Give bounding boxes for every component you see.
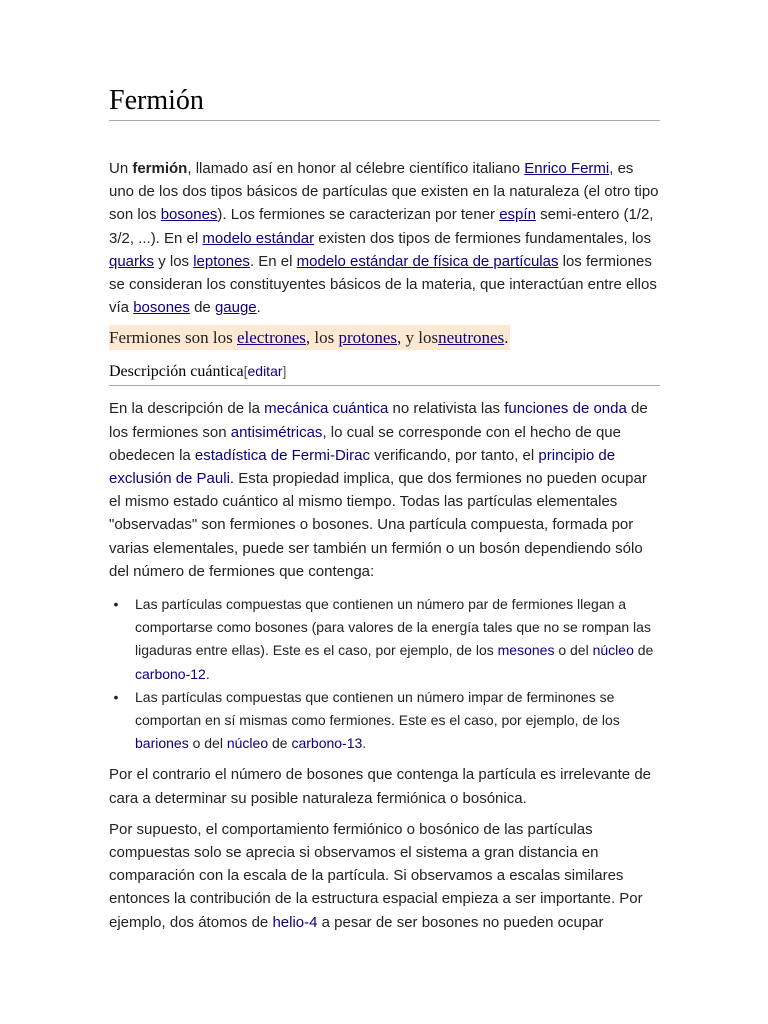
text: ). Los fermiones se caracterizan por tener xyxy=(217,206,500,224)
link-antisimetricas[interactable]: antisimétricas xyxy=(230,423,323,441)
link-bosones[interactable]: bosones xyxy=(160,206,218,224)
link-quarks[interactable]: quarks xyxy=(109,252,155,270)
link-protones[interactable]: protones xyxy=(338,328,398,348)
text: En la descripción de la xyxy=(109,400,265,418)
text: de xyxy=(633,642,654,659)
link-leptones[interactable]: leptones xyxy=(193,252,250,270)
text: a pesar de ser bosones no pueden ocupar xyxy=(317,913,604,931)
intro-paragraph xyxy=(109,157,660,319)
link-bariones[interactable]: bariones xyxy=(135,735,189,752)
link-espin[interactable]: espín xyxy=(499,206,536,224)
link-neutrones[interactable]: neutrones xyxy=(438,328,505,348)
link-carbono-12[interactable]: carbono-12 xyxy=(135,665,206,682)
text: y los xyxy=(154,252,194,270)
text: , los xyxy=(305,328,339,348)
text: Un xyxy=(109,160,133,177)
page-title: Fermión xyxy=(109,84,660,121)
link-electrones[interactable]: electrones xyxy=(236,328,306,348)
text: o del xyxy=(188,735,227,752)
text: de los fermiones son xyxy=(109,400,648,441)
bracket: ] xyxy=(282,363,287,380)
link-bosones-gauge[interactable]: bosones xyxy=(133,299,190,317)
text: de xyxy=(268,735,292,752)
text: existen dos tipos de fermiones fundamentales, los xyxy=(314,229,651,247)
section-heading xyxy=(109,360,660,386)
text: los fermiones se consideran los constituyentes básicos de la materia, que interactúan entre ellos vía xyxy=(109,252,657,317)
link-modelo-estandar[interactable]: modelo estándar xyxy=(202,229,315,247)
link-gauge[interactable]: gauge xyxy=(214,299,257,317)
link-nucleo[interactable]: núcleo xyxy=(592,642,634,659)
text: Las partículas compuestas que contienen un número impar de ferminones se comportan en sí mismas como fermiones. Este es el caso, por ejemplo, de los xyxy=(135,688,620,729)
text: . xyxy=(256,299,261,317)
text: semi-entero (1/2, 3/2, ...). En el xyxy=(109,206,654,247)
link-funciones-de-onda[interactable]: funciones de onda xyxy=(504,400,627,418)
list-item xyxy=(135,686,660,756)
edit-section-link[interactable]: editar xyxy=(247,363,283,380)
link-mesones[interactable]: mesones xyxy=(497,642,555,659)
text: Las partículas compuestas que contienen un número par de fermiones llegan a comportarse como bosones (para valores de la energía tales que no se rompan las ligaduras entre ellas). Este es el caso, por ejemplo, de los xyxy=(135,596,651,659)
section-title: Descripción cuántica xyxy=(109,363,244,381)
description-paragraph xyxy=(109,397,660,583)
term-bold: fermión xyxy=(132,160,188,177)
link-nucleo[interactable]: núcleo xyxy=(226,735,269,752)
link-helio-4[interactable]: helio-4 xyxy=(272,913,318,931)
link-principio-exclusion-pauli[interactable]: principio de exclusión de Pauli xyxy=(109,446,616,488)
paragraph-comportamiento xyxy=(109,818,660,934)
text: de xyxy=(189,299,215,317)
text: . Esta propiedad implica, que dos fermiones no pueden ocupar el mismo estado cuántico al mismo tiempo. Todas las partículas elementales "observadas" son fermiones o bosones. Una partícula compuesta, formada por varias elementales, puede ser también un fermión o un bosón dependiendo sólo del número de fermiones que contenga: xyxy=(109,470,647,580)
highlighted-sentence xyxy=(109,325,510,350)
text: verificando, por tanto, el xyxy=(369,446,539,464)
article xyxy=(109,84,660,934)
paragraph-bosones-irrelevant: Por el contrario el número de bosones que contenga la partícula es irrelevante de cara a determinar su posible naturaleza fermiónica o bosónica. xyxy=(109,766,651,807)
text: , llamado así en honor al célebre científico italiano xyxy=(187,160,525,177)
list-item xyxy=(135,593,660,686)
composite-particles-list xyxy=(109,593,660,755)
link-carbono-13[interactable]: carbono-13 xyxy=(291,735,363,752)
text: , es uno de los dos tipos básicos de partículas que existen en la naturaleza (el otro tipo son los xyxy=(109,160,659,224)
text: o del xyxy=(554,642,593,659)
text: , y los xyxy=(397,328,439,348)
link-modelo-estandar-fisica[interactable]: modelo estándar de física de partículas xyxy=(296,252,559,270)
text: , lo cual se corresponde con el hecho de que obedecen la xyxy=(109,423,621,464)
text: Por supuesto, el comportamiento fermiónico o bosónico de las partículas compuestas solo se aprecia si observamos el sistema a gran distancia en comparación con la escala de la partícula. Si observamos a escalas similares entonces la contribución de la estructura espacial empieza a ser importante. Por ejemplo, dos átomos de xyxy=(109,820,643,931)
text: Fermiones son los xyxy=(109,328,237,348)
bracket: [ xyxy=(243,363,248,380)
link-enrico-fermi[interactable]: Enrico Fermi xyxy=(524,160,610,177)
text: . xyxy=(504,328,509,348)
link-mecanica-cuantica[interactable]: mecánica cuántica xyxy=(264,400,389,418)
text: . En el xyxy=(249,252,297,270)
text: . xyxy=(362,735,367,752)
link-estadistica-fermi-dirac[interactable]: estadística de Fermi-Dirac xyxy=(194,446,370,464)
text: no relativista las xyxy=(388,400,505,418)
text: . xyxy=(205,665,210,682)
